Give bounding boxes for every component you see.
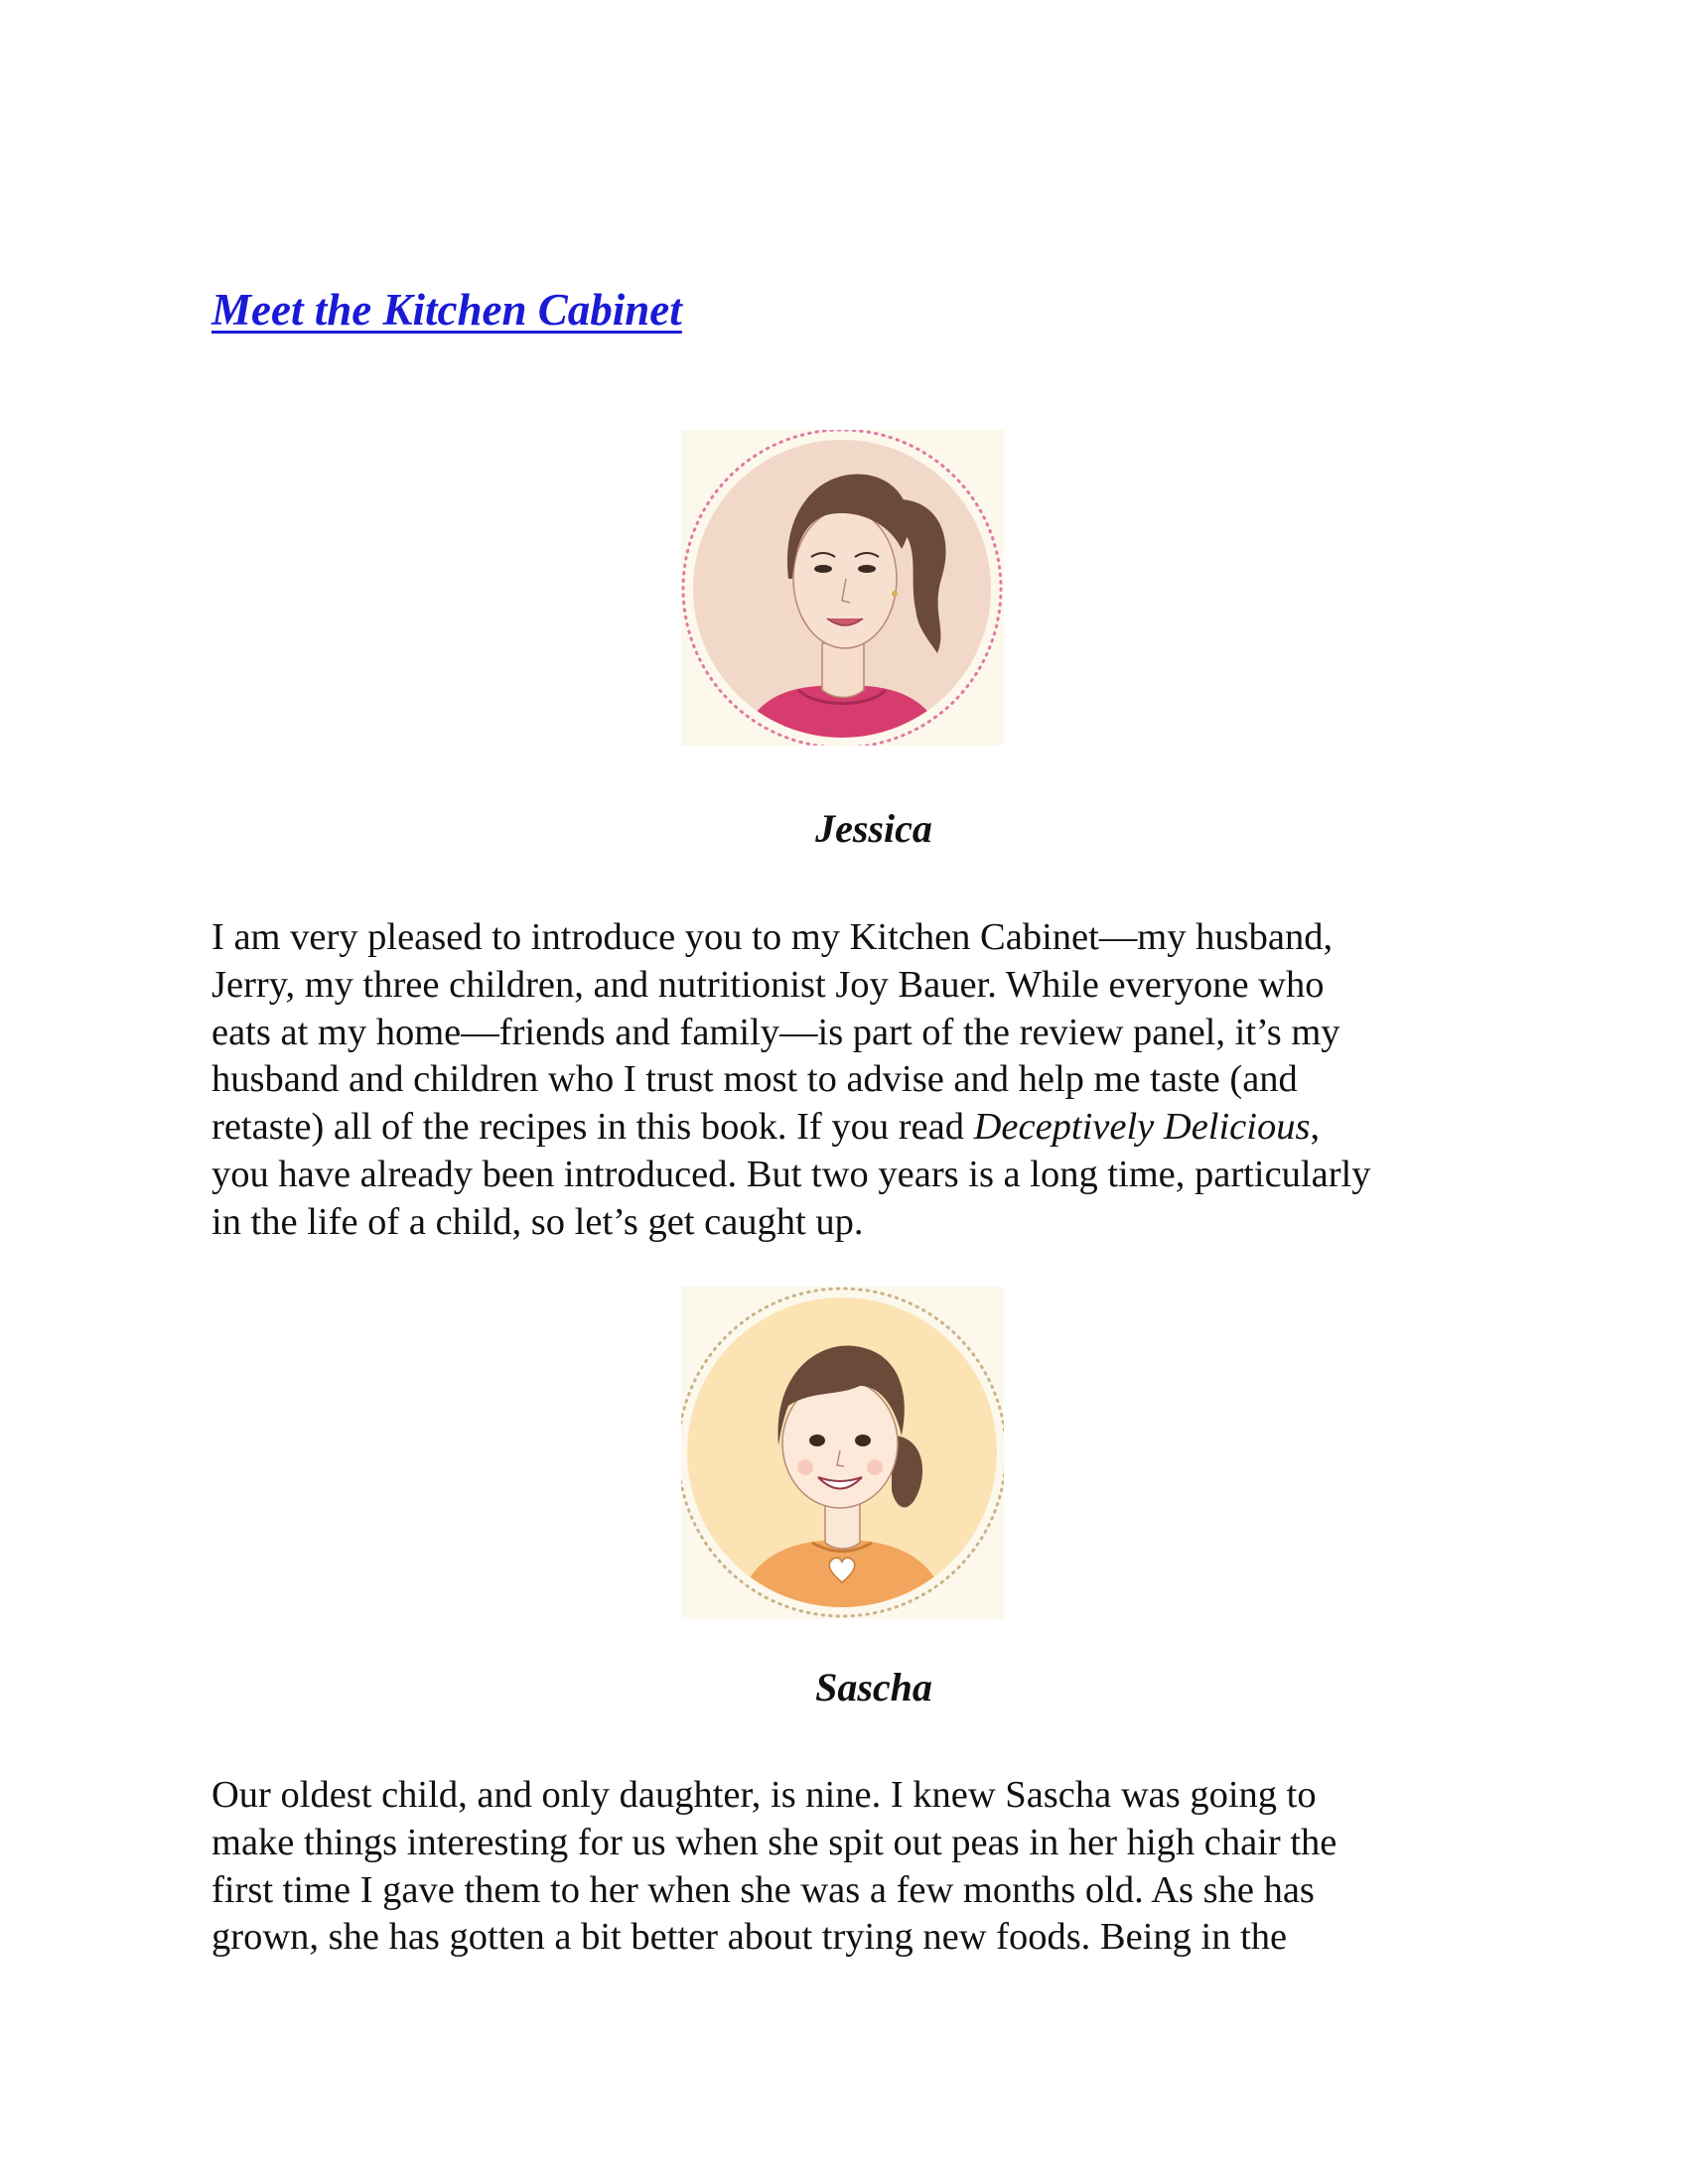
text-line [211, 1104, 1502, 1152]
portrait-caption-sascha: Sascha [815, 1665, 932, 1709]
text-line: you have already been introduced. But two years is a long time, particularly [211, 1153, 1371, 1195]
text-line: grown, she has gotten a bit better about trying new foods. Being in the [211, 1916, 1288, 1959]
text-line: first time I gave them to her when she was a few months old. As she has [211, 1868, 1315, 1911]
text-line: Jerry, my three children, and nutritionist Joy Bauer. While everyone who [211, 963, 1325, 1006]
book-title: Deceptively Delicious [973, 1106, 1311, 1149]
text-line: make things interesting for us when she spit out peas in her high chair the [211, 1821, 1337, 1863]
text-line: eats at my home—friends and family—is part of the review panel, it’s my [211, 1011, 1340, 1053]
text-line: I am very pleased to introduce you to my Kitchen Cabinet—my husband, [211, 916, 1334, 958]
text-line: husband and children who I trust most to advise and help me taste (and [211, 1058, 1298, 1101]
woman-ponytail-portrait-icon [681, 430, 1004, 746]
text-line: Our oldest child, and only daughter, is nine. I knew Sascha was going to [211, 1774, 1317, 1816]
page-title-link[interactable]: Meet the Kitchen Cabinet [211, 285, 682, 335]
girl-portrait-icon [681, 1287, 1004, 1619]
sascha-paragraph [211, 1772, 1502, 1962]
text-line: in the life of a child, so let’s get caught up. [211, 1200, 864, 1243]
text-run: , [1310, 1106, 1321, 1149]
intro-paragraph [211, 914, 1502, 1247]
portrait-caption-jessica: Jessica [815, 806, 932, 851]
text-run: retaste) all of the recipes in this book. If you read [211, 1106, 974, 1149]
